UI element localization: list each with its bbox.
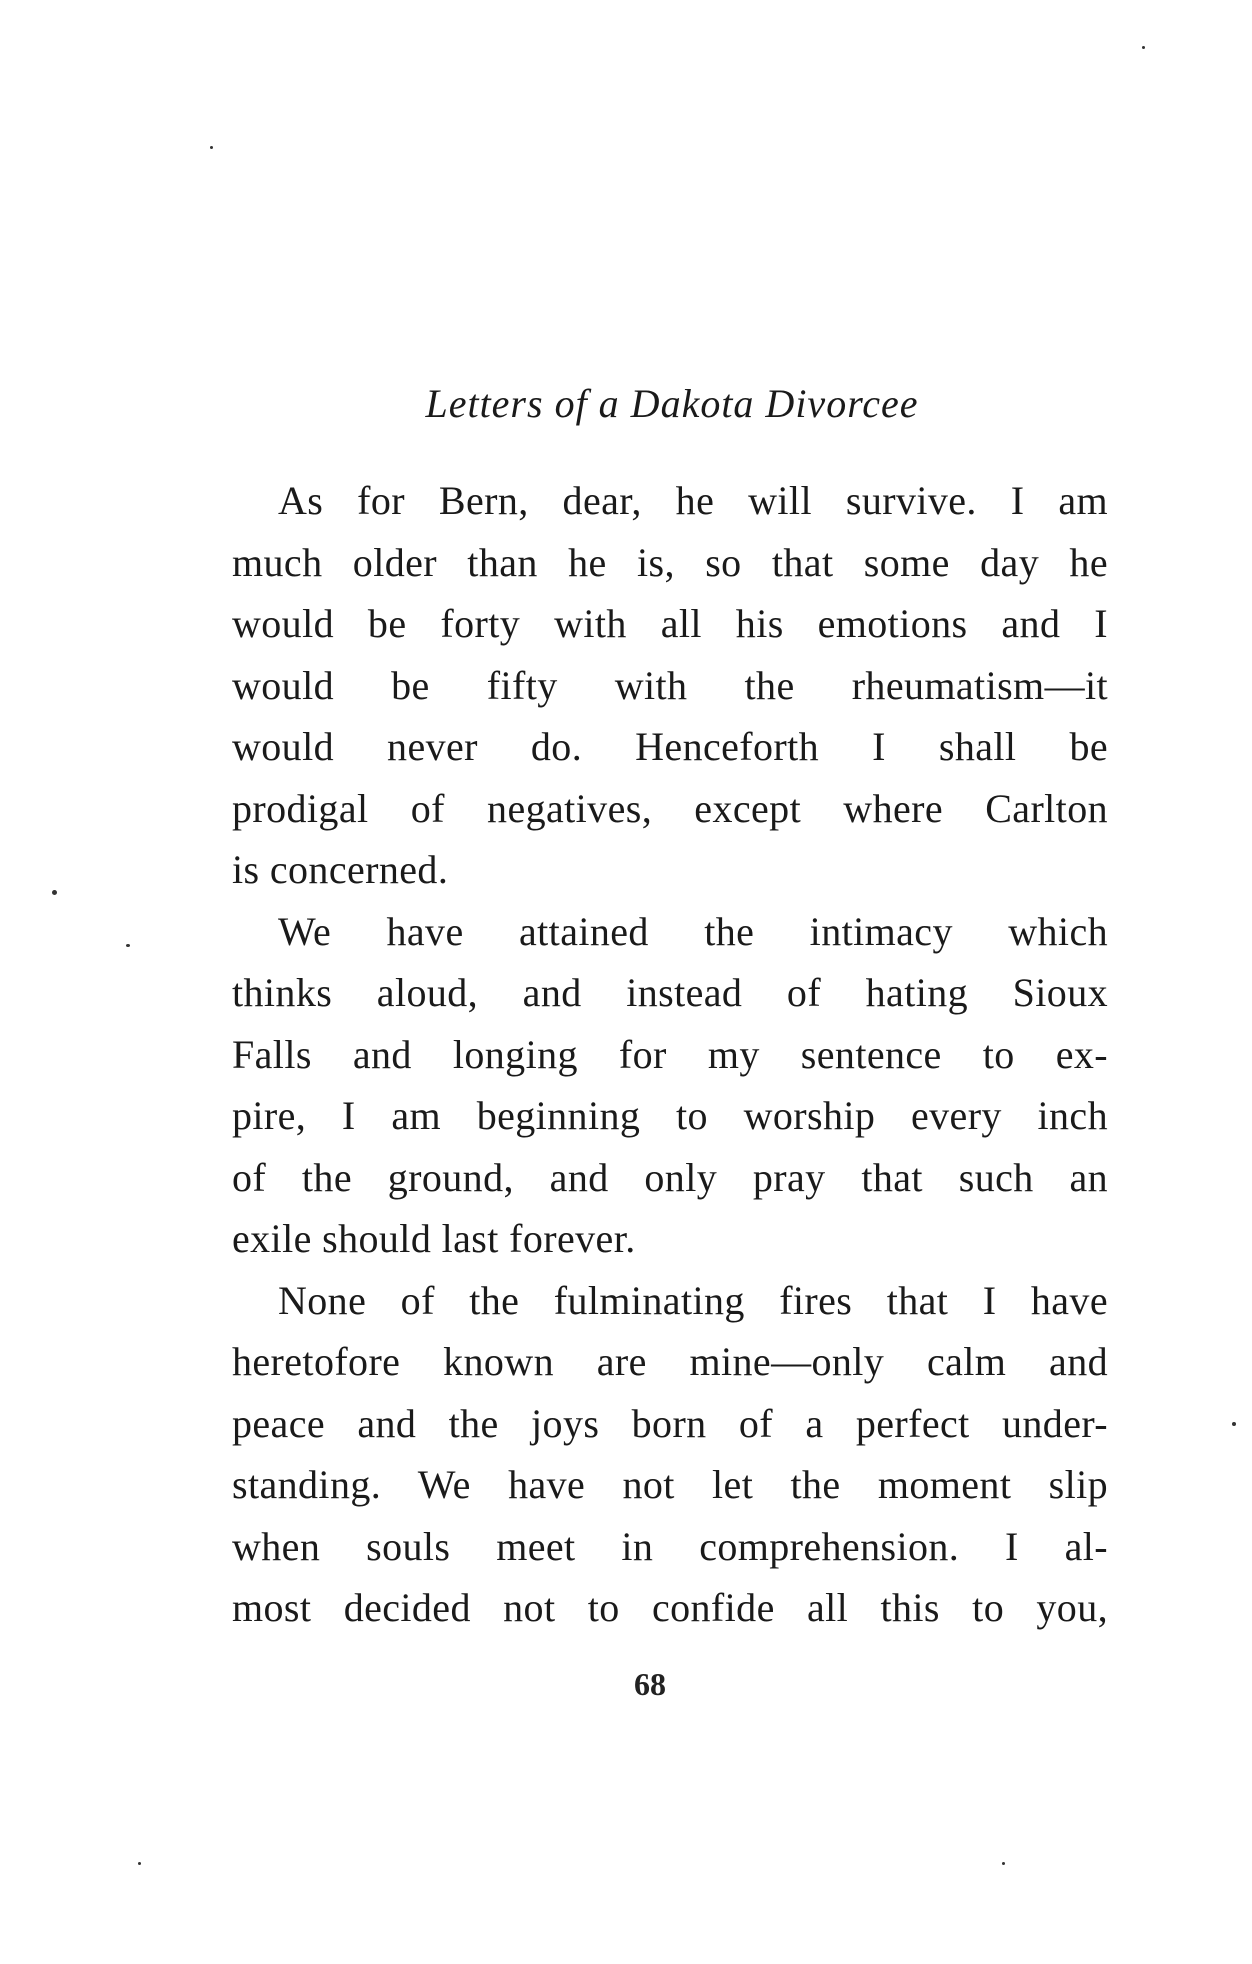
text-line: Falls and longing for my sentence to ex- (232, 1031, 1108, 1077)
text-line: when souls meet in comprehension. I al- (232, 1523, 1108, 1569)
text-line: peace and the joys born of a perfect under- (232, 1400, 1108, 1446)
body-text (232, 470, 1108, 1639)
text-line: exile should last forever. (232, 1216, 636, 1261)
text-line: heretofore known are mine—only calm and (232, 1339, 1108, 1384)
text-line: most decided not to confide all this to you, (232, 1585, 1108, 1630)
scan-speck (52, 890, 57, 895)
scan-speck (1232, 1422, 1236, 1426)
text-line: pire, I am beginning to worship every inch (232, 1093, 1108, 1138)
running-header: Letters of a Dakota Divorcee (425, 381, 919, 426)
text-line: As for Bern, dear, he will survive. I am (278, 478, 1108, 523)
scan-speck (138, 1862, 141, 1865)
text-line: would be forty with all his emotions and I (232, 601, 1108, 646)
text-line: None of the fulminating fires that I have (278, 1277, 1108, 1323)
scan-speck (210, 146, 213, 149)
text-line: standing. We have not let the moment slip (232, 1462, 1108, 1507)
scan-speck (1002, 1862, 1005, 1865)
page-number: 68 (634, 1666, 666, 1702)
text-line: would never do. Henceforth I shall be (232, 724, 1108, 769)
text-line: much older than he is, so that some day he (232, 539, 1108, 585)
text-line: would be fifty with the rheumatism—it (232, 662, 1108, 708)
scan-speck (126, 944, 130, 947)
scan-speck (1142, 46, 1145, 49)
text-line: of the ground, and only pray that such an (232, 1154, 1108, 1200)
text-line: We have attained the intimacy which (278, 908, 1108, 954)
text-line: prodigal of negatives, except where Carlton (232, 785, 1108, 831)
text-line: is concerned. (232, 847, 449, 892)
text-line: thinks aloud, and instead of hating Sioux (232, 970, 1108, 1015)
